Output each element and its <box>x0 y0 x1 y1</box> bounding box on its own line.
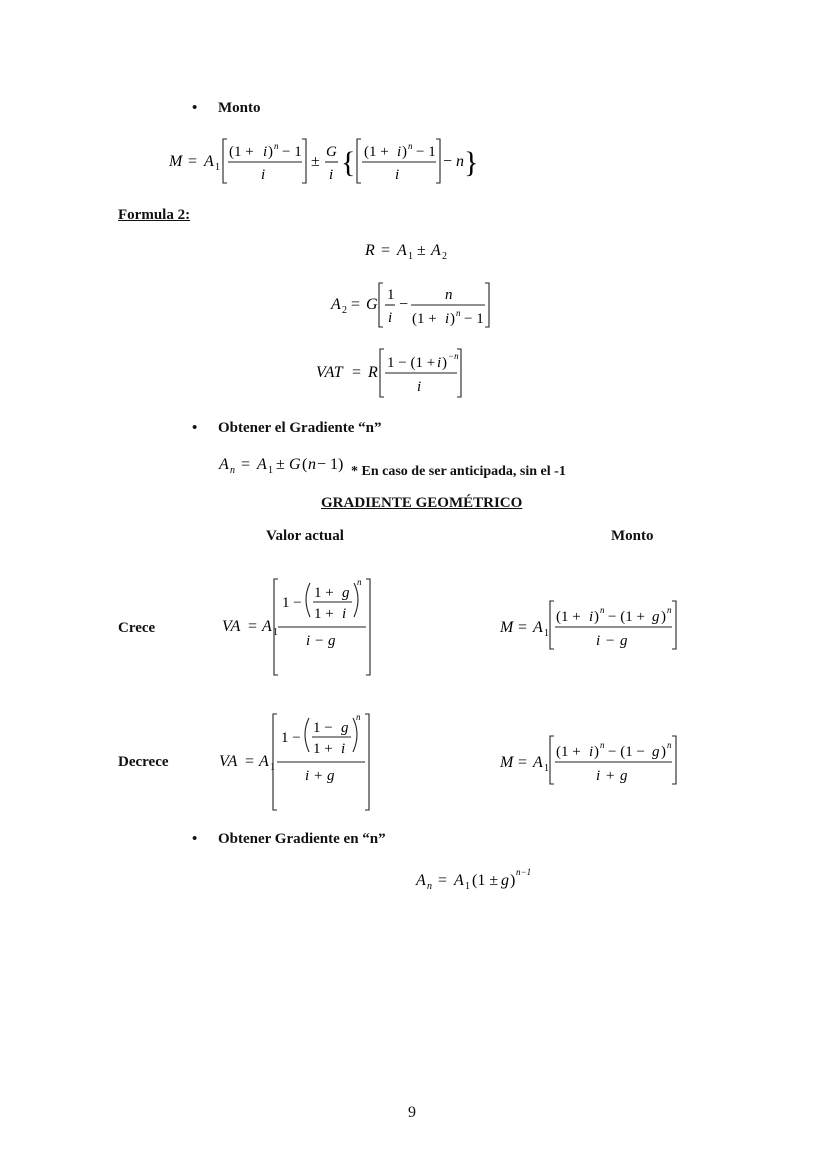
svg-text:A: A <box>259 753 269 770</box>
svg-text:1 −: 1 − <box>282 595 302 611</box>
svg-text:(: ( <box>302 456 308 473</box>
svg-text:1: 1 <box>465 881 470 892</box>
svg-text:A: A <box>331 296 341 313</box>
bullet-icon: • <box>192 420 198 436</box>
svg-text:n: n <box>274 141 279 151</box>
bullet-monto-label: Monto <box>218 100 261 116</box>
svg-text:G: G <box>326 144 337 160</box>
svg-text:1: 1 <box>544 628 549 639</box>
svg-text:i: i <box>263 144 268 160</box>
svg-text:): ) <box>661 609 666 625</box>
svg-text:i: i <box>261 167 266 183</box>
svg-text:1 +: 1 + <box>314 606 334 622</box>
svg-text:i: i <box>341 741 346 757</box>
heading-formula-2: Formula 2: <box>118 207 191 223</box>
svg-text:): ) <box>402 144 407 160</box>
svg-text:=: = <box>248 618 258 635</box>
svg-text:A: A <box>219 456 229 473</box>
svg-text:VA: VA <box>222 618 241 635</box>
svg-text:n: n <box>456 153 464 170</box>
svg-text:2: 2 <box>342 305 347 316</box>
svg-text:M: M <box>169 153 183 170</box>
svg-text:(1 +: (1 + <box>412 311 437 327</box>
svg-text:=: = <box>351 296 361 313</box>
svg-text:i: i <box>388 310 393 326</box>
svg-text:− (1 −: − (1 − <box>608 744 645 760</box>
svg-text:=: = <box>518 754 528 771</box>
svg-text:A: A <box>416 872 426 889</box>
svg-text:=: = <box>245 753 255 770</box>
bullet-icon: • <box>192 831 198 847</box>
svg-text:n−1: n−1 <box>516 867 532 877</box>
svg-text:1 −: 1 − <box>313 720 333 736</box>
svg-text:−: − <box>606 633 615 649</box>
svg-text:i: i <box>437 355 442 371</box>
svg-text:): ) <box>442 355 447 371</box>
svg-text:− 1: − 1 <box>282 144 302 160</box>
svg-text:): ) <box>594 609 599 625</box>
svg-text:VAT: VAT <box>316 364 343 381</box>
svg-text:−: − <box>315 633 324 649</box>
svg-text:A: A <box>431 242 441 259</box>
svg-text:{: { <box>341 146 356 179</box>
svg-text:(1 +: (1 + <box>364 144 389 160</box>
svg-text:G: G <box>366 296 378 313</box>
formula-an-geometrico <box>412 863 537 893</box>
svg-text:g: g <box>652 744 660 760</box>
svg-text:=: = <box>241 456 251 473</box>
svg-text:1 +: 1 + <box>313 741 333 757</box>
svg-text:− 1: − 1 <box>416 144 436 160</box>
svg-text:=: = <box>352 364 362 381</box>
svg-text:i: i <box>397 144 402 160</box>
svg-text:g: g <box>652 609 660 625</box>
svg-text:M: M <box>500 619 514 636</box>
svg-text:n: n <box>456 308 461 318</box>
formula-a2 <box>325 279 500 334</box>
svg-text:A: A <box>204 153 214 170</box>
svg-text:n: n <box>427 881 432 892</box>
svg-text:i: i <box>596 633 601 649</box>
svg-text:M: M <box>500 754 514 771</box>
svg-text:− (1 +: − (1 + <box>608 609 645 625</box>
svg-text:): ) <box>450 311 455 327</box>
svg-text:=: = <box>381 242 391 259</box>
note-anticipada: * En caso de ser anticipada, sin el -1 <box>351 464 566 479</box>
svg-text:1 − (1 +: 1 − (1 + <box>387 355 436 371</box>
formula-va-decrece <box>215 710 380 815</box>
svg-text:A: A <box>533 754 543 771</box>
svg-text:A: A <box>397 242 407 259</box>
svg-text:1: 1 <box>270 762 275 773</box>
svg-text:+: + <box>314 768 323 784</box>
bullet-gradiente-en-n <box>192 831 386 848</box>
formula-vat <box>312 345 472 403</box>
svg-text:(1 ±: (1 ± <box>472 872 499 889</box>
formula-monto <box>165 135 485 190</box>
svg-text:n: n <box>356 712 361 722</box>
svg-text:1: 1 <box>268 465 273 476</box>
svg-text:i: i <box>329 167 334 183</box>
svg-text:n: n <box>600 740 605 750</box>
svg-text:i: i <box>589 744 594 760</box>
svg-text:A: A <box>533 619 543 636</box>
svg-text:n: n <box>600 605 605 615</box>
svg-text:g: g <box>342 585 350 601</box>
svg-text:R: R <box>365 242 375 259</box>
row-label-crece: Crece <box>118 620 156 636</box>
column-valor-actual: Valor actual <box>266 528 344 544</box>
svg-text:i: i <box>342 606 347 622</box>
svg-text:1: 1 <box>408 251 413 262</box>
svg-text:−: − <box>443 153 453 170</box>
svg-text:g: g <box>327 768 335 784</box>
svg-text:=: = <box>188 153 198 170</box>
svg-text:i: i <box>589 609 594 625</box>
svg-text:): ) <box>594 744 599 760</box>
svg-text:− 1: − 1 <box>464 311 484 327</box>
bullet-gradiente-en-n-label: Obtener Gradiente en “n” <box>218 831 386 847</box>
formula-m-crece <box>496 597 686 655</box>
svg-text:g: g <box>501 872 509 889</box>
heading-gradiente-geometrico: GRADIENTE GEOMÉTRICO <box>321 495 523 511</box>
svg-text:n: n <box>308 456 316 473</box>
svg-text:−n: −n <box>448 351 459 361</box>
svg-text:A: A <box>454 872 464 889</box>
row-label-decrece: Decrece <box>118 754 169 770</box>
svg-text:n: n <box>230 465 235 476</box>
svg-text:R: R <box>368 364 378 381</box>
svg-text:n: n <box>408 141 413 151</box>
bullet-icon: • <box>192 100 198 116</box>
svg-text:2: 2 <box>442 251 447 262</box>
formula-r <box>360 236 470 266</box>
svg-text:): ) <box>268 144 273 160</box>
svg-text:g: g <box>328 633 336 649</box>
bullet-gradiente-n <box>192 420 381 437</box>
svg-text:g: g <box>341 720 349 736</box>
svg-text:G: G <box>289 456 301 473</box>
svg-text:VA: VA <box>219 753 238 770</box>
svg-text:+: + <box>606 768 615 784</box>
svg-text:1: 1 <box>544 763 549 774</box>
svg-text:n: n <box>667 605 672 615</box>
svg-text:1 +: 1 + <box>314 585 334 601</box>
svg-text:− 1): − 1) <box>317 456 344 473</box>
svg-text:1: 1 <box>215 162 220 173</box>
svg-text:±: ± <box>311 153 320 170</box>
svg-text:n: n <box>445 287 453 303</box>
svg-text:1 −: 1 − <box>281 730 301 746</box>
svg-text:g: g <box>620 633 628 649</box>
svg-text:i: i <box>445 311 450 327</box>
page-number: 9 <box>408 1104 416 1121</box>
svg-text:±: ± <box>276 456 285 473</box>
formula-m-decrece <box>496 732 686 790</box>
svg-text:g: g <box>620 768 628 784</box>
svg-text:i: i <box>305 768 310 784</box>
svg-text:1: 1 <box>273 627 278 638</box>
svg-text:A: A <box>262 618 272 635</box>
svg-text:1: 1 <box>387 287 395 303</box>
svg-text:A: A <box>257 456 267 473</box>
bullet-gradiente-n-label: Obtener el Gradiente “n” <box>218 420 382 436</box>
bullet-monto <box>192 100 261 117</box>
svg-text:(1 +: (1 + <box>229 144 254 160</box>
svg-text:=: = <box>518 619 528 636</box>
formula-an-aritmetico <box>214 449 349 479</box>
svg-text:=: = <box>438 872 448 889</box>
svg-text:(1 +: (1 + <box>556 744 581 760</box>
svg-text:±: ± <box>417 242 426 259</box>
svg-text:i: i <box>395 167 400 183</box>
svg-text:(1 +: (1 + <box>556 609 581 625</box>
svg-text:−: − <box>399 296 409 313</box>
formula-va-crece <box>218 575 378 680</box>
svg-text:): ) <box>661 744 666 760</box>
svg-text:): ) <box>510 872 516 889</box>
column-monto: Monto <box>611 528 654 544</box>
svg-text:i: i <box>596 768 601 784</box>
svg-text:n: n <box>357 577 362 587</box>
svg-text:i: i <box>417 379 422 395</box>
svg-text:}: } <box>464 146 479 179</box>
svg-text:i: i <box>306 633 311 649</box>
svg-text:n: n <box>667 740 672 750</box>
